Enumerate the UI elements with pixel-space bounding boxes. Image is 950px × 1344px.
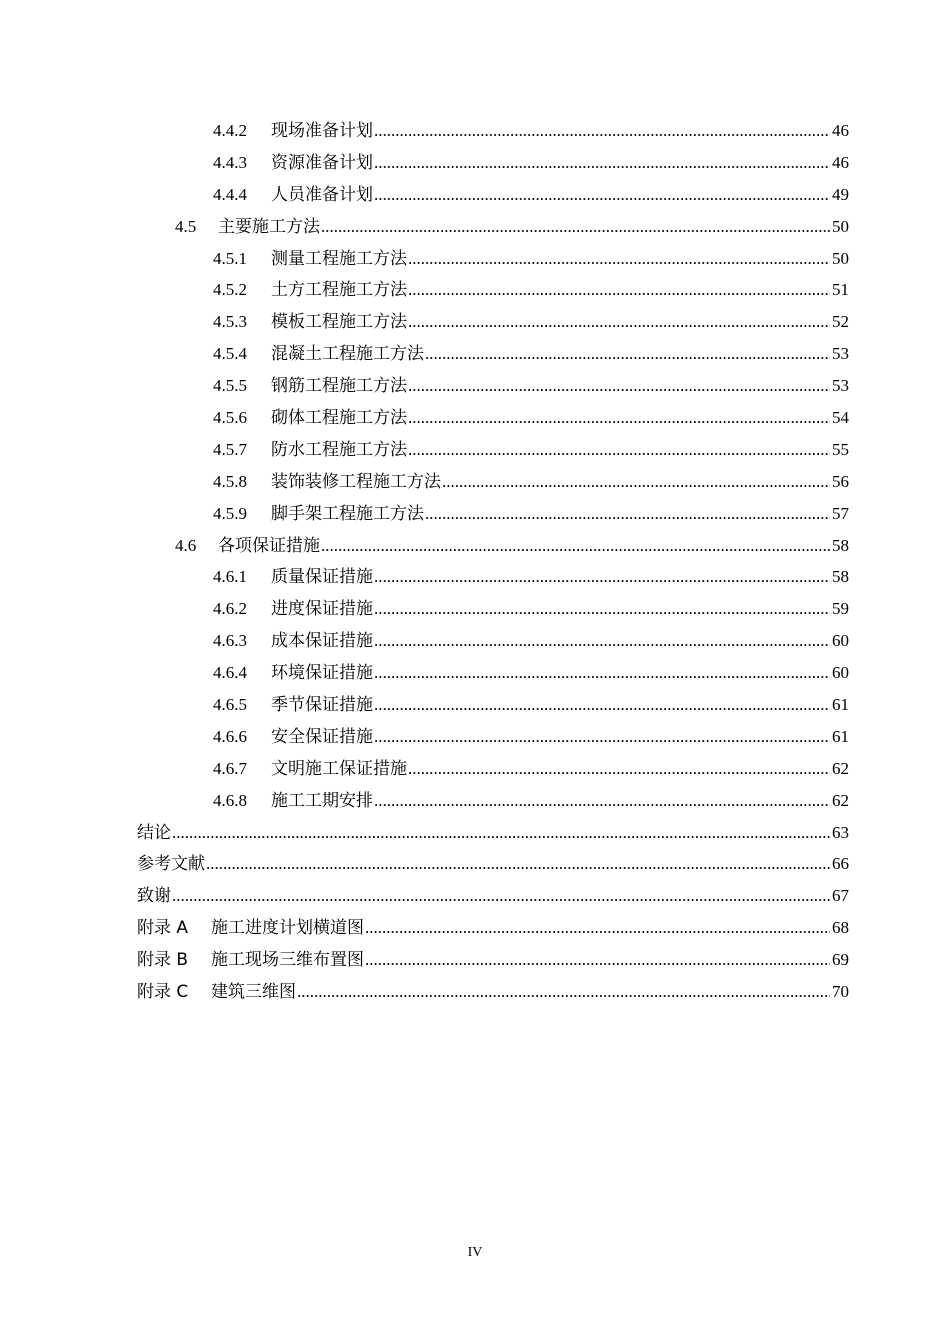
toc-dot-leader — [365, 912, 830, 944]
toc-entry-title: 防水工程施工方法 — [271, 439, 407, 459]
toc-entry-line — [213, 561, 849, 593]
toc-entry-line — [213, 753, 849, 785]
toc-entry-title: 脚手架工程施工方法 — [271, 503, 424, 523]
toc-dot-leader — [321, 211, 830, 243]
toc-entry[interactable] — [0, 944, 950, 976]
toc-entry-line — [213, 593, 849, 625]
toc-entry-line — [137, 817, 849, 849]
toc-entry[interactable] — [0, 625, 950, 657]
toc-entry-title: 装饰装修工程施工方法 — [271, 471, 441, 491]
toc-entry-line — [213, 657, 849, 689]
toc-entry-line — [213, 115, 849, 147]
toc-entry-page-number: 54 — [832, 408, 849, 428]
toc-entry[interactable] — [0, 402, 950, 434]
toc-entry-line — [137, 976, 849, 1008]
toc-entry-number: 4.5 — [175, 216, 197, 236]
toc-entry-title: 现场准备计划 — [271, 121, 373, 140]
toc-entry[interactable] — [0, 370, 950, 402]
toc-dot-leader — [425, 338, 830, 370]
toc-entry-page-number: 63 — [832, 822, 849, 842]
toc-entry[interactable] — [0, 498, 950, 530]
toc-entry-number: 4.6.5 — [213, 695, 247, 715]
toc-entry-page-number: 68 — [832, 918, 849, 938]
toc-dot-leader — [425, 498, 830, 530]
toc-entry-number: 4.4.4 — [213, 184, 247, 204]
toc-entry-title: 施工进度计划横道图 — [211, 918, 364, 939]
toc-entry-number: 4.5.1 — [213, 248, 247, 268]
toc-entry[interactable] — [0, 530, 950, 562]
toc-entry-number: 4.5.7 — [213, 439, 247, 459]
toc-dot-leader — [374, 657, 830, 689]
toc-entry-line — [137, 848, 849, 880]
toc-entry-line — [213, 785, 849, 817]
toc-dot-leader — [374, 147, 830, 179]
toc-dot-leader — [374, 721, 830, 753]
toc-entry-page-number: 50 — [832, 248, 849, 268]
toc-entry-title: 文明施工保证措施 — [271, 758, 407, 778]
toc-entry-number: 4.6.2 — [213, 599, 247, 619]
toc-entry-title: 测量工程施工方法 — [271, 248, 407, 268]
toc-dot-leader — [442, 466, 830, 498]
toc-dot-leader — [206, 848, 830, 880]
table-of-contents — [0, 115, 950, 1008]
toc-entry[interactable] — [0, 721, 950, 753]
toc-entry-page-number: 61 — [832, 695, 849, 715]
toc-entry-page-number: 56 — [832, 471, 849, 491]
toc-entry-title: 施工工期安排 — [271, 790, 373, 810]
toc-entry[interactable] — [0, 434, 950, 466]
toc-entry-title: 施工现场三维布置图 — [211, 950, 364, 971]
toc-entry-page-number: 57 — [832, 503, 849, 523]
toc-entry[interactable] — [0, 466, 950, 498]
toc-entry-page-number: 58 — [832, 535, 849, 555]
toc-entry-number: 4.5.5 — [213, 376, 247, 396]
toc-entry-title: 安全保证措施 — [271, 726, 373, 746]
toc-dot-leader — [408, 306, 830, 338]
toc-dot-leader — [374, 115, 830, 147]
toc-entry-title: 致谢 — [137, 886, 171, 907]
toc-dot-leader — [408, 753, 830, 785]
toc-entry-page-number: 51 — [832, 280, 849, 300]
toc-entry-number: 4.6 — [175, 535, 197, 555]
toc-entry-page-number: 53 — [832, 376, 849, 396]
toc-entry-page-number: 46 — [832, 152, 849, 172]
toc-entry-number: 4.5.8 — [213, 471, 247, 491]
toc-entry-line — [213, 466, 849, 498]
toc-dot-leader — [408, 243, 830, 275]
toc-entry[interactable] — [0, 338, 950, 370]
toc-entry-title: 季节保证措施 — [271, 695, 373, 715]
toc-entry-title: 钢筋工程施工方法 — [271, 376, 407, 396]
toc-entry-page-number: 49 — [832, 184, 849, 204]
toc-dot-leader — [374, 689, 830, 721]
toc-entry-title: 质量保证措施 — [271, 567, 373, 587]
toc-entry-page-number: 52 — [832, 312, 849, 332]
toc-entry-line — [213, 338, 849, 370]
toc-dot-leader — [297, 976, 830, 1008]
toc-entry-title: 主要施工方法 — [218, 216, 320, 236]
toc-entry-number: 4.6.3 — [213, 631, 247, 651]
toc-entry[interactable] — [0, 785, 950, 817]
toc-entry[interactable] — [0, 306, 950, 338]
toc-entry[interactable] — [0, 274, 950, 306]
toc-entry-line — [213, 434, 849, 466]
toc-entry-line — [137, 944, 849, 976]
toc-entry-title: 各项保证措施 — [218, 535, 320, 555]
toc-entry-line — [213, 625, 849, 657]
toc-dot-leader — [172, 817, 830, 849]
toc-entry-line — [175, 211, 849, 243]
toc-entry-line — [213, 243, 849, 275]
toc-entry-title: 建筑三维图 — [211, 982, 296, 1003]
toc-entry-page-number: 62 — [832, 790, 849, 810]
toc-entry-title: 土方工程施工方法 — [271, 280, 407, 300]
toc-entry-page-number: 58 — [832, 567, 849, 587]
page-footer-number: IV — [467, 1245, 483, 1260]
toc-entry-line — [137, 880, 849, 912]
toc-entry-number: 4.4.3 — [213, 152, 247, 172]
toc-entry-title: 参考文献 — [137, 854, 205, 875]
toc-entry[interactable] — [0, 211, 950, 243]
toc-entry-title: 模板工程施工方法 — [271, 312, 407, 332]
toc-entry[interactable] — [0, 243, 950, 275]
toc-entry[interactable] — [0, 657, 950, 689]
toc-entry-page-number: 55 — [832, 439, 849, 459]
toc-dot-leader — [374, 625, 830, 657]
toc-dot-leader — [365, 944, 830, 976]
toc-entry-title: 混凝土工程施工方法 — [271, 344, 424, 364]
toc-entry-line — [213, 402, 849, 434]
toc-entry-number: 4.5.2 — [213, 280, 247, 300]
toc-entry-number: 附录 A — [137, 918, 189, 939]
toc-entry-line — [213, 498, 849, 530]
toc-entry[interactable] — [0, 817, 950, 849]
toc-entry-title: 进度保证措施 — [271, 599, 373, 619]
toc-dot-leader — [408, 274, 830, 306]
toc-entry[interactable] — [0, 179, 950, 211]
toc-entry-page-number: 50 — [832, 216, 849, 236]
toc-entry-number: 4.6.7 — [213, 758, 247, 778]
toc-entry-number: 附录 C — [137, 982, 189, 1003]
toc-entry[interactable] — [0, 147, 950, 179]
toc-entry-number: 4.5.3 — [213, 312, 247, 332]
toc-entry-line — [213, 274, 849, 306]
toc-entry-number: 4.5.4 — [213, 344, 247, 364]
toc-entry[interactable] — [0, 753, 950, 785]
toc-entry-title: 环境保证措施 — [271, 663, 373, 683]
toc-entry[interactable] — [0, 593, 950, 625]
toc-dot-leader — [408, 434, 830, 466]
toc-entry-title: 砌体工程施工方法 — [271, 408, 407, 428]
toc-entry-number: 4.6.8 — [213, 790, 247, 810]
toc-entry-number: 4.6.4 — [213, 663, 247, 683]
toc-dot-leader — [374, 785, 830, 817]
toc-entry-line — [137, 912, 849, 944]
toc-entry[interactable] — [0, 880, 950, 912]
toc-entry[interactable] — [0, 561, 950, 593]
toc-entry-number: 4.4.2 — [213, 121, 247, 140]
toc-entry-page-number: 66 — [832, 854, 849, 874]
toc-entry[interactable] — [0, 976, 950, 1008]
toc-entry-number: 4.5.9 — [213, 503, 247, 523]
toc-entry-page-number: 62 — [832, 758, 849, 778]
toc-dot-leader — [172, 880, 830, 912]
toc-entry-page-number: 60 — [832, 663, 849, 683]
toc-entry-line — [213, 370, 849, 402]
toc-entry[interactable] — [0, 115, 950, 147]
toc-entry-line — [213, 179, 849, 211]
toc-entry-number: 4.6.6 — [213, 726, 247, 746]
toc-entry-number: 4.5.6 — [213, 408, 247, 428]
toc-entry-title: 成本保证措施 — [271, 631, 373, 651]
toc-dot-leader — [374, 593, 830, 625]
toc-entry-page-number: 46 — [832, 121, 849, 140]
toc-entry-line — [213, 306, 849, 338]
toc-entry-title: 结论 — [137, 822, 171, 843]
toc-entry-line — [213, 721, 849, 753]
toc-dot-leader — [321, 530, 830, 562]
toc-entry-line — [213, 689, 849, 721]
toc-entry-page-number: 61 — [832, 726, 849, 746]
toc-entry-number: 4.6.1 — [213, 567, 247, 587]
toc-entry-title: 资源准备计划 — [271, 152, 373, 172]
toc-entry[interactable] — [0, 848, 950, 880]
toc-entry-page-number: 53 — [832, 344, 849, 364]
toc-dot-leader — [408, 370, 830, 402]
toc-dot-leader — [408, 402, 830, 434]
toc-entry-page-number: 59 — [832, 599, 849, 619]
toc-entry-page-number: 70 — [832, 982, 849, 1002]
toc-entry-title: 人员准备计划 — [271, 184, 373, 204]
toc-entry[interactable] — [0, 689, 950, 721]
toc-dot-leader — [374, 561, 830, 593]
toc-entry[interactable] — [0, 912, 950, 944]
toc-entry-page-number: 60 — [832, 631, 849, 651]
toc-dot-leader — [374, 179, 830, 211]
toc-entry-page-number: 67 — [832, 886, 849, 906]
toc-entry-page-number: 69 — [832, 950, 849, 970]
toc-entry-line — [213, 147, 849, 179]
toc-entry-line — [175, 530, 849, 562]
toc-entry-number: 附录 B — [137, 950, 189, 971]
